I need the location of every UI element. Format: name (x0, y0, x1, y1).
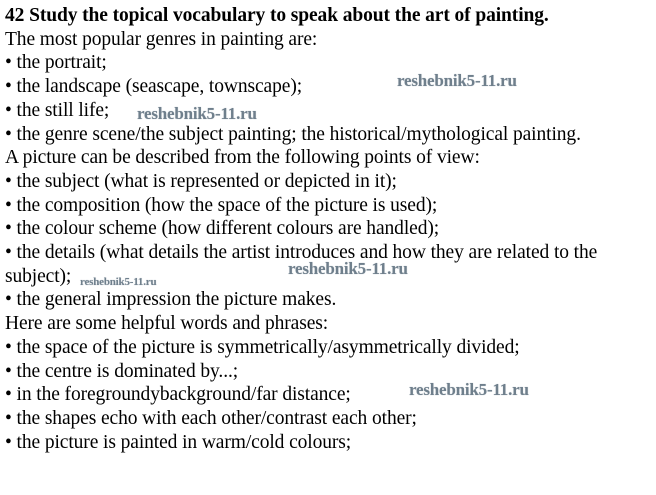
phrases-intro: Here are some helpful words and phrases: (5, 313, 329, 335)
phrase-item: • in the foregroundybackground/far distance; (5, 383, 653, 407)
point-item: • the subject (what is represented or depicted in it); (5, 170, 653, 194)
watermark: reshebnik5-11.ru (397, 71, 517, 90)
phrase-item: • the picture is painted in warm/cold colours; (5, 431, 653, 455)
point-item: • the composition (how the space of the picture is used); (5, 194, 653, 218)
phrase-item: • the centre is dominated by...; (5, 360, 653, 384)
point-item: • the general impression the picture makes. (5, 288, 653, 312)
watermark: reshebnik5-11.ru (137, 104, 257, 123)
watermark: reshebnik5-11.ru (80, 276, 157, 288)
genre-item: • the genre scene/the subject painting; the historical/mythological painting. (5, 123, 653, 147)
genre-item: • the landscape (seascape, townscape); (5, 75, 653, 99)
points-intro: A picture can be described from the following points of view: (5, 147, 480, 169)
genre-item: • the still life; (5, 99, 653, 123)
phrase-item: • the space of the picture is symmetrically/asymmetrically divided; (5, 336, 653, 360)
phrase-item: • the shapes echo with each other/contrast each other; (5, 407, 653, 431)
point-item: • the colour scheme (how different colours are handled); (5, 217, 653, 241)
point-item: • the details (what details the artist introduces and how they are related to the subject); (5, 241, 653, 288)
exercise-heading: 42 Study the topical vocabulary to speak about the art of painting. (5, 5, 549, 26)
document-body (5, 4, 653, 454)
genre-item: • the portrait; (5, 51, 653, 75)
watermark: reshebnik5-11.ru (409, 380, 529, 399)
watermark: reshebnik5-11.ru (288, 259, 408, 278)
genres-intro: The most popular genres in painting are: (5, 28, 318, 50)
